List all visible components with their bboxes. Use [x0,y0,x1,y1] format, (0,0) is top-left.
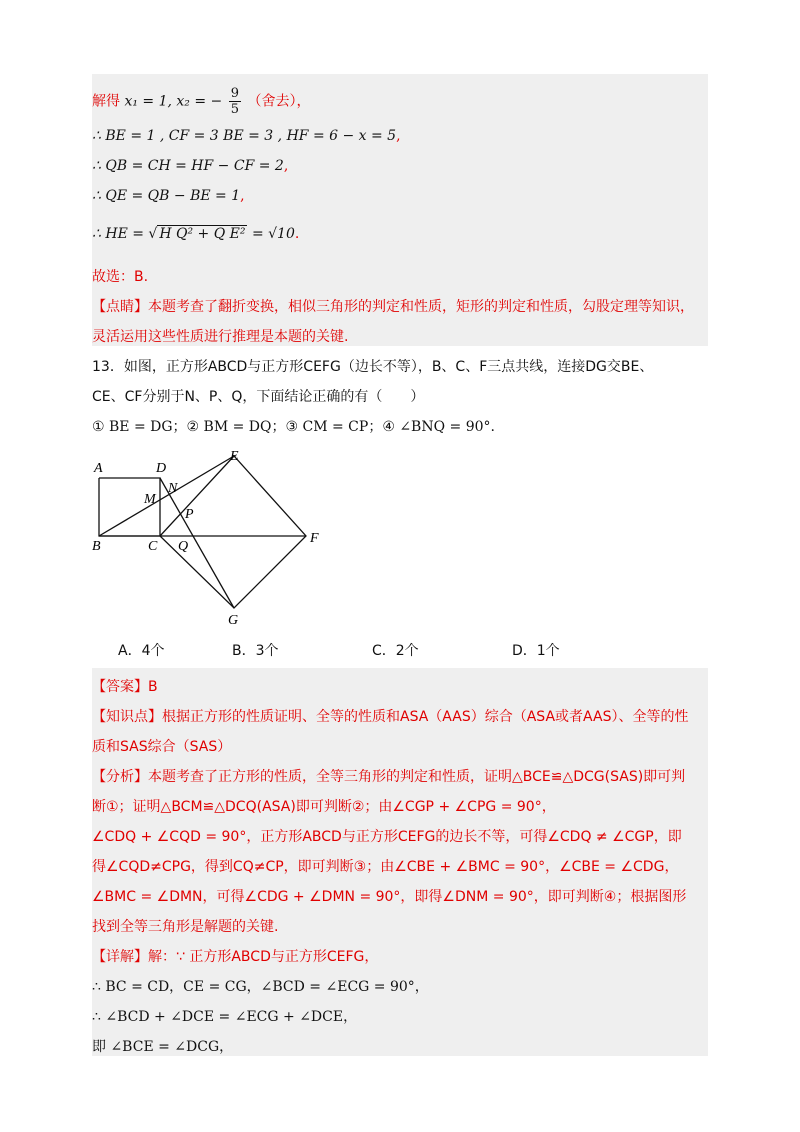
line-dg [160,478,234,608]
geometry-figure [88,448,348,628]
line-be [99,456,234,536]
option-a: A．4个 [118,643,165,659]
solution-line-3: ∴ QB = CH = HF − CF = 2, [92,158,289,174]
label-n: N [168,481,178,496]
he-prefix: ∴ HE = √ [92,226,158,242]
solve-prefix: 解得 [92,93,120,110]
detail-text-1: 【详解】解：∵ 正方形ABCD与正方形CEFG， [92,949,379,965]
he-radicand: H Q² + Q E² [159,226,246,242]
analysis-line-3: ∠CDQ + ∠CQD = 90°，正方形ABCD与正方形CEFG的边长不等，可得∠CDQ ≠ ∠CGP，即 [92,829,682,845]
label-b: B [92,539,101,554]
detail-line-1 [92,946,378,966]
solution-line-5: ∴ HE = √ H Q² + Q E² = √10. [92,226,300,242]
square-cefg [160,456,306,608]
analysis-line-6: 找到全等三角形是解题的关键. [92,919,279,935]
question-line-1: 13．如图，正方形ABCD与正方形CEFG（边长不等），B、C、F三点共线，连接DG交BE、 [92,359,654,375]
question-line-2: CE、CF分别于N、P、Q，下面结论正确的有（ ） [92,389,425,405]
qb-equation: ∴ QB = CH = HF − CF = 2 [92,158,284,174]
option-d: D．1个 [512,643,560,659]
knowledge-line-1: 【知识点】根据正方形的性质证明、全等的性质和ASA（AAS）综合（ASA或者AAS）、全等的性 [92,709,689,725]
square-abcd [99,478,160,536]
label-m: M [144,492,156,507]
label-p: P [185,507,194,522]
label-g: G [228,613,239,628]
analysis-line-2: 断①；证明△BCM≌△DCQ(ASA)即可判断②；由∠CGP + ∠CPG = 90°， [92,799,556,815]
solution-line-2: ∴ BE = 1 , CF = 3 BE = 3 , HF = 6 − x = 5, [92,128,401,144]
answer-line: 【答案】B [92,679,158,695]
question-line-3: ① BE = DG；② BM = DQ；③ CM = CP；④ ∠BNQ = 90°. [92,419,495,435]
solve-math: x₁ = 1, x₂ = − [124,93,223,110]
detail-line-4: 即 ∠BCE = ∠DCG， [92,1039,234,1055]
detail-line-2: ∴ BC = CD，CE = CG，∠BCD = ∠ECG = 90°， [92,979,429,995]
label-e: E [230,449,239,464]
solution-line-1 [92,86,310,117]
analysis-line-5: ∠BMC = ∠DMN，可得∠CDG + ∠DMN = 90°，即得∠DNM = 90°，即可判断④；根据图形 [92,889,687,905]
knowledge-line-2: 质和SAS综合（SAS） [92,739,232,755]
he-result: = √10 [251,226,295,242]
solve-suffix: （舍去）， [247,93,311,110]
fraction-numerator: 9 [230,86,240,101]
label-d: D [156,461,167,476]
solution-line-4: ∴ QE = QB − BE = 1, [92,188,245,204]
label-q: Q [178,539,189,554]
be-cf-hf-equation: ∴ BE = 1 , CF = 3 BE = 3 , HF = 6 − x = 5 [92,128,397,144]
analysis-line-4: 得∠CQD≠CPG，得到CQ≠CP，即可判断③；由∠CBE + ∠BMC = 90°，∠CBE = ∠CDG， [92,859,679,875]
fraction-denominator: 5 [230,102,240,117]
analysis-line-1: 【分析】本题考查了正方形的性质，全等三角形的判定和性质，证明△BCE≌△DCG(SAS)即可判 [92,769,686,785]
label-c: C [148,539,158,554]
comment-line-1: 【点睛】本题考查了翻折变换，相似三角形的判定和性质，矩形的判定和性质，勾股定理等知识， [92,299,694,315]
option-b: B．3个 [232,643,279,659]
label-f: F [310,531,319,546]
fraction [229,86,241,117]
label-a: A [94,461,103,476]
figure-lines [99,456,306,608]
option-c: C．2个 [372,643,419,659]
qe-equation: ∴ QE = QB − BE = 1 [92,188,241,204]
solution-answer: 故选：B. [92,269,149,285]
detail-line-3: ∴ ∠BCD + ∠DCE = ∠ECG + ∠DCE， [92,1009,358,1025]
comment-line-2: 灵活运用这些性质进行推理是本题的关键. [92,329,349,345]
